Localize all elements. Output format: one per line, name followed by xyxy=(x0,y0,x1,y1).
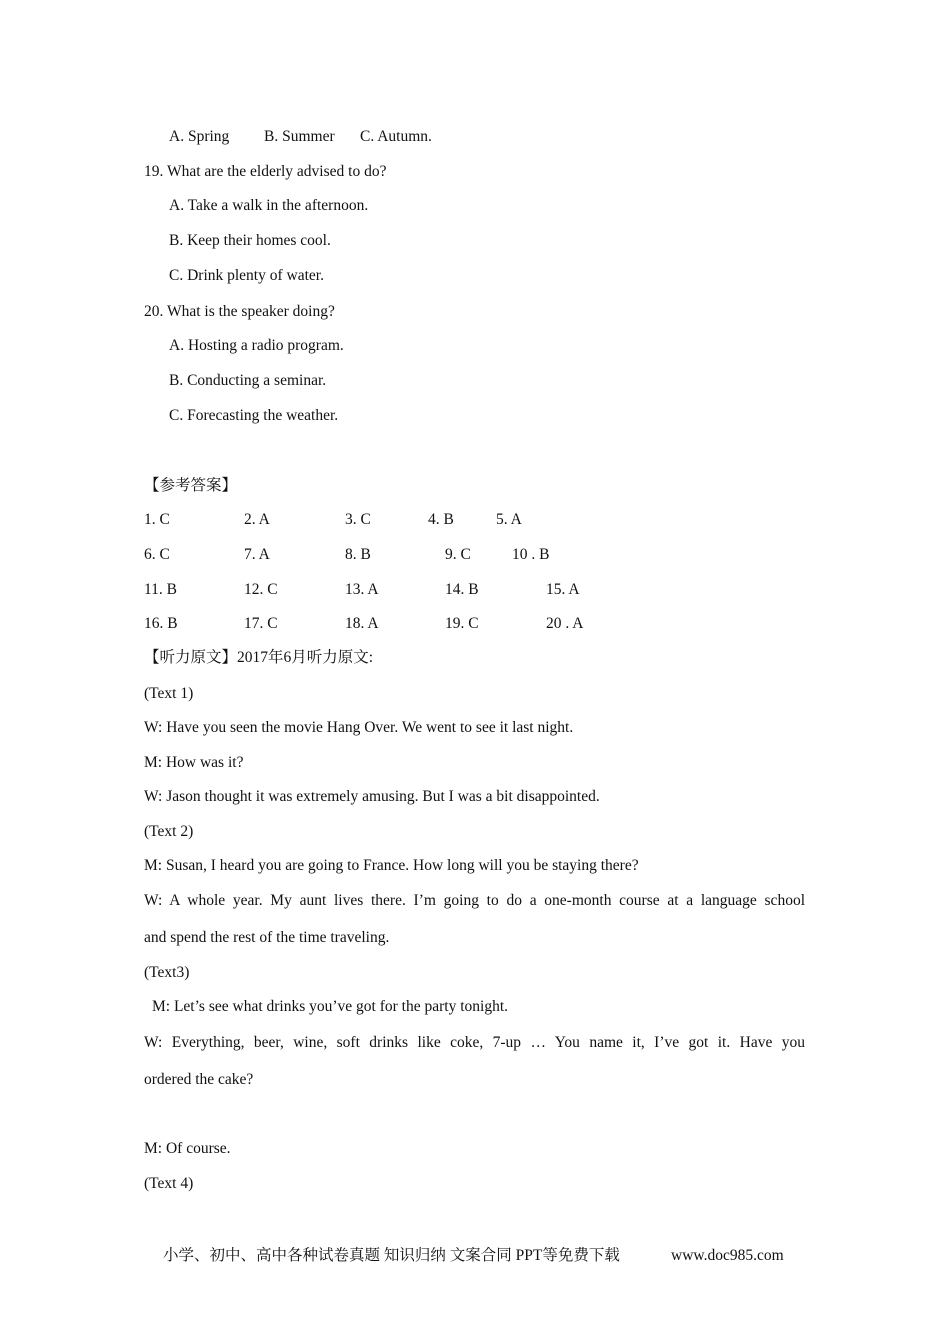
q19-option-b: B. Keep their homes cool. xyxy=(169,232,331,249)
answer-item: 14. B xyxy=(445,581,479,598)
answer-item: 10 . B xyxy=(512,546,550,563)
transcript-line: W: Jason thought it was extremely amusing. But I was a bit disappointed. xyxy=(144,788,600,805)
q19-question: 19. What are the elderly advised to do? xyxy=(144,163,387,180)
answer-item: 6. C xyxy=(144,546,170,563)
q20-option-a: A. Hosting a radio program. xyxy=(169,337,344,354)
q20-option-c: C. Forecasting the weather. xyxy=(169,407,339,424)
text3-label: (Text3) xyxy=(144,964,190,981)
answer-item: 19. C xyxy=(445,615,479,632)
transcript-line: M: Susan, I heard you are going to France. How long will you be staying there? xyxy=(144,857,639,874)
answer-item: 8. B xyxy=(345,546,371,563)
transcript-line: and spend the rest of the time traveling. xyxy=(144,929,390,946)
transcript-line: W: A whole year. My aunt lives there. I’m going to do a one-month course at a language school xyxy=(144,892,805,909)
answer-item: 4. B xyxy=(428,511,454,528)
transcript-line: M: How was it? xyxy=(144,754,244,771)
transcript-heading: 【听力原文】2017年6月听力原文: xyxy=(144,649,374,666)
answer-item: 11. B xyxy=(144,581,178,598)
answer-item: 12. C xyxy=(244,581,278,598)
answers-heading: 【参考答案】 xyxy=(144,477,238,494)
q19-option-a: A. Take a walk in the afternoon. xyxy=(169,197,369,214)
text2-label: (Text 2) xyxy=(144,823,194,840)
q18-option-a: A. Spring xyxy=(169,128,230,145)
transcript-line: W: Everything, beer, wine, soft drinks like coke, 7-up … You name it, I’ve got it. Have you xyxy=(144,1034,805,1051)
text1-label: (Text 1) xyxy=(144,685,194,702)
q18-option-b: B. Summer xyxy=(264,128,335,145)
footer-url: www.doc985.com xyxy=(671,1247,784,1264)
answer-item: 3. C xyxy=(345,511,371,528)
answer-item: 17. C xyxy=(244,615,278,632)
transcript-line: ordered the cake? xyxy=(144,1071,254,1088)
q18-option-c: C. Autumn. xyxy=(360,128,432,145)
transcript-line: W: Have you seen the movie Hang Over. We went to see it last night. xyxy=(144,719,574,736)
q20-question: 20. What is the speaker doing? xyxy=(144,303,335,320)
answer-item: 5. A xyxy=(496,511,522,528)
answer-item: 16. B xyxy=(144,615,178,632)
answer-item: 2. A xyxy=(244,511,270,528)
answer-item: 18. A xyxy=(345,615,379,632)
answer-item: 7. A xyxy=(244,546,270,563)
answer-item: 15. A xyxy=(546,581,580,598)
footer-text: 小学、初中、高中各种试卷真题 知识归纳 文案合同 PPT等免费下载 xyxy=(163,1247,620,1264)
answer-item: 9. C xyxy=(445,546,471,563)
q20-option-b: B. Conducting a seminar. xyxy=(169,372,327,389)
transcript-line: M: Of course. xyxy=(144,1140,231,1157)
answer-item: 13. A xyxy=(345,581,379,598)
transcript-line: M: Let’s see what drinks you’ve got for the party tonight. xyxy=(152,998,509,1015)
text4-label: (Text 4) xyxy=(144,1175,194,1192)
answer-item: 20 . A xyxy=(546,615,584,632)
q19-option-c: C. Drink plenty of water. xyxy=(169,267,324,284)
answer-item: 1. C xyxy=(144,511,170,528)
